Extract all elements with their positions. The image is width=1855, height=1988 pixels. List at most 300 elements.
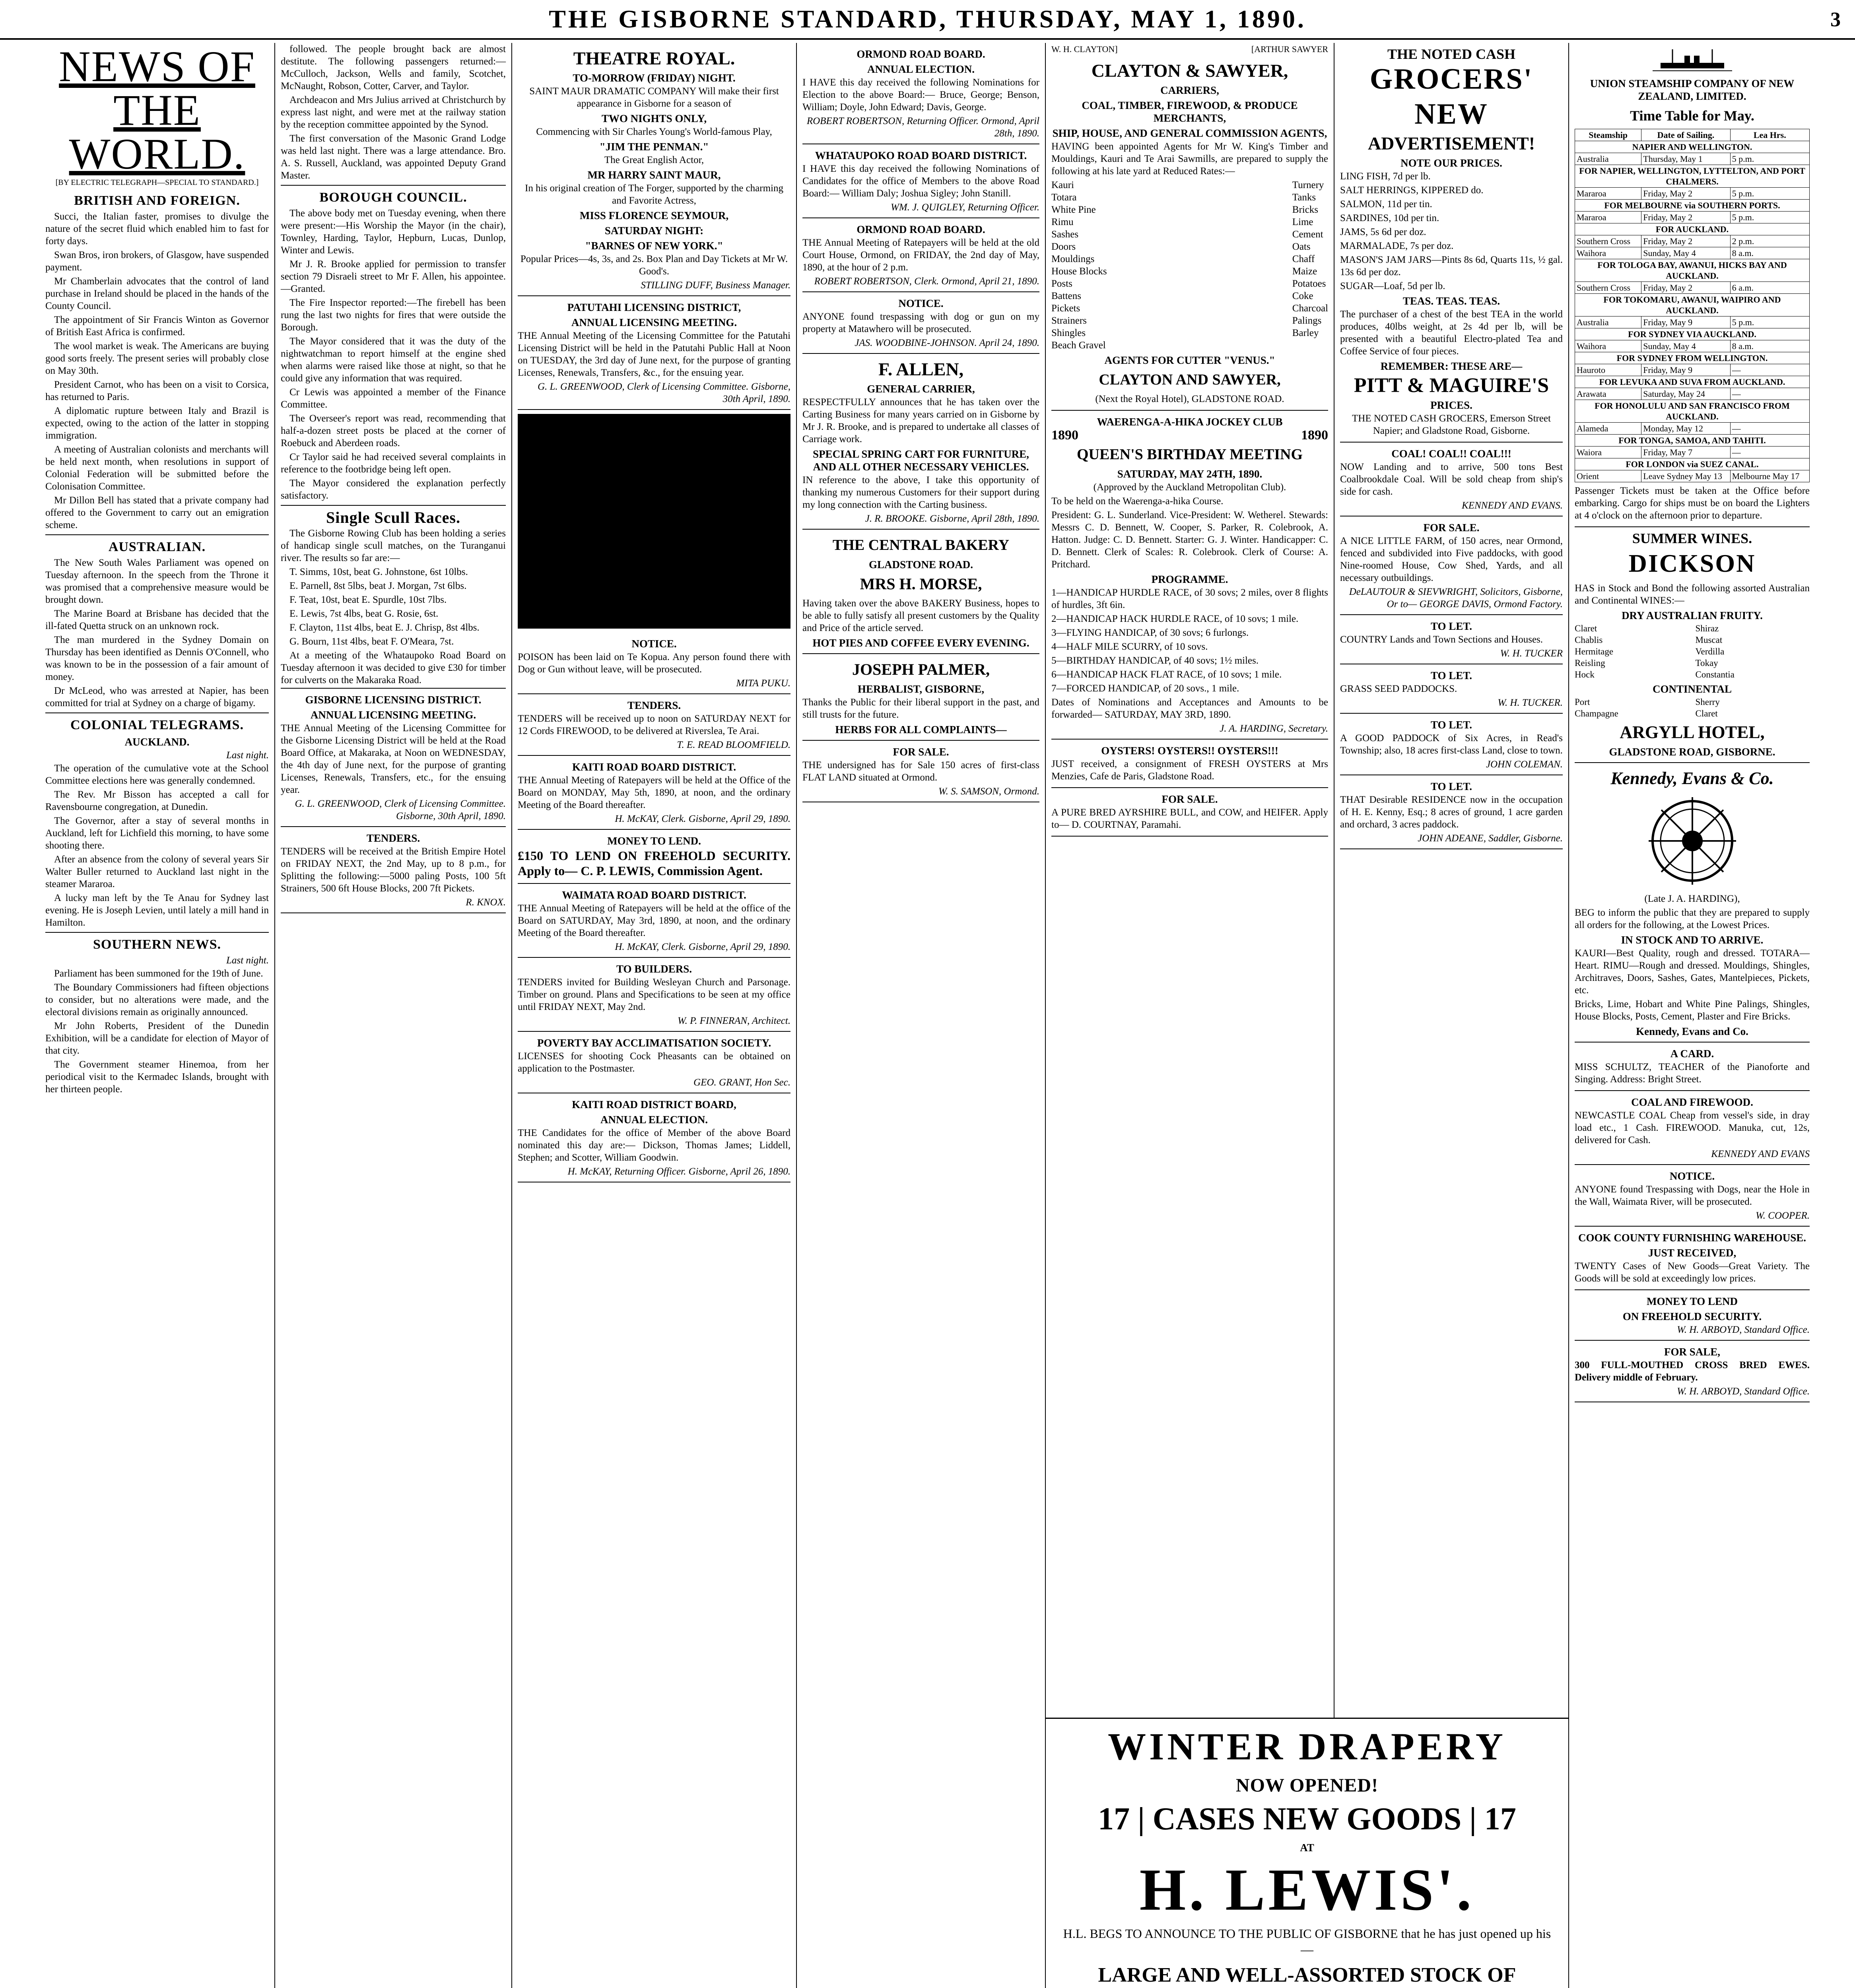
ad-body: A NICE LITTLE FARM, of 150 acres, near Ormond, fenced and subdivided into Five paddocks, with good Nine-roomed House, Cow Shed, Yards, and all necessary outbuildings. <box>1340 536 1563 583</box>
clayton-name: W. H. CLAYTON] <box>1051 44 1118 54</box>
column-4 <box>796 43 1045 1988</box>
ad-line: "JIM THE PENMAN." <box>599 141 709 153</box>
paragraph: The Gisborne Rowing Club has been holding a series of handicap single scull matches, on the Turanganui river. The results so far are:— <box>281 528 506 563</box>
paragraph: G. Bourn, 11st 4lbs, beat F. O'Meara, 7st. <box>289 636 454 647</box>
winter-drapery-ad <box>1045 1718 1568 1988</box>
ad-body: A PURE BRED AYRSHIRE BULL, and COW, and HEIFER. Apply to— D. COURTNAY, Paramahi. <box>1051 807 1328 830</box>
ad-line: (Next the Royal Hotel), GLADSTONE ROAD. <box>1095 394 1284 404</box>
ad-subheading: HERBALIST, GISBORNE, <box>857 683 985 695</box>
licensing-ad <box>281 688 506 827</box>
waimata-ad <box>518 884 791 958</box>
ad-body: THE Annual Meeting of Ratepayers will be held at the Office of the Board on MONDAY, May 5th, 1890, at noon, and the ordinary Meeting of the Board thereafter. <box>518 775 791 810</box>
ad-line: SATURDAY NIGHT: <box>604 225 704 237</box>
to-let-ad <box>1340 775 1563 849</box>
timetable-section-title: FOR TONGA, SAMOA, AND TAHITI. <box>1575 435 1810 447</box>
ad-signature: W. P. FINNERAN, Architect. <box>677 1015 791 1026</box>
list-item: Tokay <box>1695 658 1718 668</box>
ad-signature: WM. J. QUIGLEY, Returning Officer. <box>890 202 1039 213</box>
ad-line: THE NOTED CASH GROCERS, Emerson Street Napier; and Gladstone Road, Gisborne. <box>1352 413 1551 436</box>
ad-heading: FOR SALE. <box>1162 793 1218 805</box>
ad-heading: F. ALLEN, <box>878 359 964 379</box>
ad-body: Bricks, Lime, Hobart and White Pine Palings, Shingles, House Blocks, Posts, Cement, Plaster and Fire Bricks. <box>1575 999 1810 1022</box>
ad-subheading: GLADSTONE ROAD, GISBORNE. <box>1609 746 1775 758</box>
price-item: MASON'S JAM JARS—Pints 8s 6d, Quarts 11s, ½ gal. 13s 6d per doz. <box>1340 254 1563 278</box>
column-5 <box>1045 43 1334 1988</box>
ad-subheading: DRY AUSTRALIAN FRUITY. <box>1622 610 1763 621</box>
ad-body: I HAVE this day received the following Nominations of Candidates for the office of Members to the above Road Board:— William Daly; Joshua Sigley; John Stanill. <box>802 163 1039 199</box>
masthead-title: THE GISBORNE STANDARD, THURSDAY, MAY 1, 1890. <box>549 5 1306 33</box>
ad-heading: FOR SALE. <box>893 746 949 758</box>
table-row <box>1575 212 1810 223</box>
paragraph: The appointment of Sir Francis Winton as Governor of British East Africa is confirmed. <box>45 315 269 338</box>
ad-signature: G. L. GREENWOOD, Clerk of Licensing Committee. Gisborne, 30th April, 1890. <box>295 798 506 821</box>
paragraph: The Mayor considered that it was the duty of the nightwatchman to report himself at the engine shed when alarms were raised like those at night, so that he could give any information that was required. <box>281 336 506 384</box>
ad-subheading: IN STOCK AND TO ARRIVE. <box>1621 934 1764 946</box>
ad-heading: TO BUILDERS. <box>616 963 692 975</box>
ad-subheading: GLADSTONE ROAD. <box>868 559 973 571</box>
notice-ad <box>518 633 791 694</box>
table-cell: Australia <box>1575 153 1641 165</box>
divider <box>281 505 506 506</box>
ad-body: GRASS SEED PADDOCKS. <box>1340 683 1457 694</box>
ad-heading: TENDERS. <box>366 832 420 844</box>
list-item: Strainers <box>1051 315 1087 326</box>
pitt-banner: PITT & MAGUIRE'S <box>1354 374 1549 397</box>
paragraph: Swan Bros, iron brokers, of Glasgow, have suspended payment. <box>45 250 269 273</box>
ad-heading: ORMOND ROAD BOARD. <box>857 48 985 60</box>
paragraph: The Fire Inspector reported:—The firebell has been rung the last two nights for fires that were outside the Borough. <box>281 297 506 333</box>
timetable-section-title: FOR AUCKLAND. <box>1575 223 1810 235</box>
table-cell: — <box>1730 423 1809 435</box>
ad-heading: NOTICE. <box>1669 1170 1715 1182</box>
ad-heading: KAITI ROAD BOARD DISTRICT. <box>572 761 736 773</box>
table-cell: Melbourne May 17 <box>1730 470 1809 482</box>
tenders-ad <box>281 827 506 913</box>
price-item: SALT HERRINGS, KIPPERED do. <box>1340 185 1484 196</box>
ad-subheading: NOTE OUR PRICES. <box>1400 157 1502 169</box>
ad-subheading: PROGRAMME. <box>1151 573 1228 585</box>
ad-heading: WAIMATA ROAD BOARD DISTRICT. <box>562 889 746 901</box>
ad-body: HAS in Stock and Bond the following assorted Australian and Continental WINES:— <box>1575 583 1810 606</box>
table-cell: Hauroto <box>1575 364 1641 376</box>
ad-body: President: G. L. Sunderland. Vice-President: W. Wetherel. Stewards: Messrs C. D. Bennett, W. Cooper, S. Parker, R. Colebrook, A. Hatton. Judge: C. D. Bennett. Starter: G. J. Winter. Handicapper: C. D. Bennett. Clerk of Scales: R. Colebrook. Clerk of Course: A. Pritchard. <box>1051 510 1328 570</box>
ad-body: THE undersigned has for Sale 150 acres of first-class FLAT LAND situated at Ormond. <box>802 760 1039 783</box>
coal-ad <box>1340 443 1563 516</box>
timetable-section-row <box>1575 259 1810 282</box>
paragraph: Cr Taylor said he had received several complaints in reference to the footbridge being left open. <box>281 452 506 475</box>
list-item: Port <box>1575 697 1590 707</box>
paragraph: The above body met on Tuesday evening, when there were present:—His Worship the Mayor (in the chair), Townley, Harding, Taylor, Hepburn, Lucas, Dunlop, Winter and Lewis. <box>281 208 506 256</box>
paragraph: F. Clayton, 11st 4lbs, beat E. J. Chrisp, 8st 4lbs. <box>289 622 480 633</box>
page-number: 3 <box>1830 8 1843 31</box>
ad-body: THE Annual Meeting of Ratepayers will be held at the office of the Board on SATURDAY, May 3rd, 1890, at noon, and the ordinary Meeting of the Board thereafter. <box>518 903 791 938</box>
ad-heading: A CARD. <box>1670 1048 1714 1060</box>
ad-heading: CLAYTON & SAWYER, <box>1091 60 1288 81</box>
timetable-section-row <box>1575 352 1810 364</box>
ad-subheading: ANNUAL ELECTION. <box>600 1114 708 1126</box>
ad-heading: KAITI ROAD DISTRICT BOARD, <box>572 1099 736 1110</box>
ad-body: THE Annual Meeting of the Licensing Committee for the Gisborne Licensing District will be held at the Road Board Office, at Makaraka, at Noon on WEDNESDAY, the 4th day of June next, for the purpose of granting Licenses, Renewals, Transfers, etc., for the ensuing year. <box>281 723 506 795</box>
table-cell: Friday, May 9 <box>1641 364 1730 376</box>
paragraph: The Mayor considered the explanation perfectly satisfactory. <box>281 478 506 501</box>
ad-heading: FOR SALE, <box>1664 1346 1721 1358</box>
borough-heading: BOROUGH COUNCIL. <box>319 190 467 205</box>
paragraph: T. Simms, 10st, beat G. Johnstone, 6st 10lbs. <box>289 567 468 577</box>
table-cell: 8 a.m. <box>1730 340 1809 352</box>
ad-heading: OYSTERS! OYSTERS!! OYSTERS!!! <box>1101 745 1278 757</box>
list-item: Potatoes <box>1292 278 1326 289</box>
programme-item: 2—HANDICAP HACK HURDLE RACE, of 10 sovs; 1 mile. <box>1051 613 1299 624</box>
section-foreign: BRITISH AND FOREIGN. <box>74 193 240 208</box>
ad-body: I HAVE this day received the following Nominations for Election to the above Board:— Bruce, George; Benson, William; Doyle, John Edward; Davis, George. <box>802 77 1039 113</box>
byline: [BY ELECTRIC TELEGRAPH—SPECIAL TO STANDARD.] <box>55 178 259 187</box>
table-cell: 5 p.m. <box>1730 316 1809 328</box>
table-cell: 8 a.m. <box>1730 247 1809 259</box>
table-cell: Waiora <box>1575 447 1641 458</box>
list-item: Claret <box>1695 709 1718 718</box>
ad-line: "BARNES OF NEW YORK." <box>585 240 723 252</box>
timetable-section-row <box>1575 328 1810 340</box>
table-row <box>1575 388 1810 400</box>
bakery-ad <box>802 530 1039 654</box>
builders-ad <box>518 958 791 1032</box>
ad-body: NEWCASTLE COAL Cheap from vessel's side, in dray load etc., 1 Cash. FIREWOOD. Manuka, cut, 12s, delivered for Cash. <box>1575 1110 1810 1145</box>
divider <box>281 185 506 186</box>
paragraph: Mr John Roberts, President of the Dunedin Exhibition, will be a candidate for election of Mayor of that city. <box>45 1021 269 1056</box>
list-item: Lime <box>1292 217 1313 227</box>
ad-signature: T. E. READ BLOOMFIELD. <box>677 740 791 750</box>
paragraph: E. Lewis, 7st 4lbs, beat G. Rosie, 6st. <box>289 608 439 619</box>
cases-banner: 17 | CASES NEW GOODS | 17 <box>1098 1802 1516 1837</box>
list-item: Cement <box>1292 229 1323 240</box>
table-cell: Sunday, May 4 <box>1641 340 1730 352</box>
at-label: AT <box>1300 1842 1314 1854</box>
table-cell: Waihora <box>1575 247 1641 259</box>
ad-heading: JOSEPH PALMER, <box>852 660 990 678</box>
ad-signature: W. H. ARBOYD, Standard Office. <box>1677 1386 1810 1397</box>
ad-heading: NOTICE. <box>631 638 677 650</box>
card-ad <box>1575 1043 1810 1091</box>
price-item: SALMON, 11d per tin. <box>1340 199 1432 210</box>
price-item: JAMS, 5s 6d per doz. <box>1340 227 1426 237</box>
table-cell: Sunday, May 4 <box>1641 247 1730 259</box>
ad-body: HAVING been appointed Agents for Mr W. King's Timber and Mouldings, Kauri and Te Arai Sawmills, are prepared to supply the following at his late yard at Reduced Rates:— <box>1051 141 1328 177</box>
ad-subheading: CONTINENTAL <box>1652 683 1732 695</box>
patutahi-ad <box>518 296 791 410</box>
dateline: Last night. <box>226 955 269 966</box>
ad-heading: UNION STEAMSHIP COMPANY OF NEW ZEALAND, LIMITED. <box>1590 78 1795 102</box>
ad-heading: TO LET. <box>1430 670 1472 681</box>
grocers-banner: NEW <box>1414 98 1488 130</box>
ad-signature: W. H. ARBOYD, Standard Office. <box>1677 1324 1810 1335</box>
timetable-body <box>1575 141 1810 482</box>
timetable <box>1575 129 1810 482</box>
paragraph: The operation of the cumulative vote at the School Committee elections here was generally condemned. <box>45 763 269 786</box>
acclimatisation-ad <box>518 1032 791 1093</box>
list-item: Kauri <box>1051 180 1074 190</box>
ad-line: H.L. BEGS TO ANNOUNCE TO THE PUBLIC OF GISBORNE that he has just opened up his— <box>1063 1926 1551 1957</box>
paragraph: Mr Dillon Bell has stated that a private company had offered to the Government to carry out an emigration scheme. <box>45 495 269 530</box>
list-item: Pickets <box>1051 303 1080 314</box>
ad-signature: R. KNOX. <box>466 897 506 908</box>
list-item: Reisling <box>1575 658 1605 668</box>
list-item: Hermitage <box>1575 646 1614 656</box>
ad-body: Having taken over the above BAKERY Business, hopes to be able to fully satisfy all present customers by the Quality and Price of the article served. <box>802 598 1039 633</box>
table-cell: Southern Cross <box>1575 282 1641 294</box>
paragraph: Parliament has been summoned for the 19th of June. <box>54 968 263 979</box>
list-item: Mouldings <box>1051 254 1095 264</box>
ad-body: The purchaser of a chest of the best TEA in the world produces, 40lbs weight, at 2s 4d per lb, will be presented with a beautiful Electro-plated Tea and Coffee Service of four pieces. <box>1340 309 1563 357</box>
ad-line: TWO NIGHTS ONLY, <box>601 113 707 124</box>
ad-signature: GEO. GRANT, Hon Sec. <box>693 1077 791 1088</box>
ad-body: LICENSES for shooting Cock Pheasants can be obtained on application to the Postmaster. <box>518 1051 791 1074</box>
ad-heading: PATUTAHI LICENSING DISTRICT, <box>567 301 741 313</box>
table-cell: Southern Cross <box>1575 235 1641 247</box>
list-item: Chaff <box>1292 254 1315 264</box>
paragraph: The Government steamer Hinemoa, from her periodical visit to the Kermadec Islands, brought with her thirteen people. <box>45 1059 269 1095</box>
list-item: Turnery <box>1292 180 1324 190</box>
ad-heading: ARGYLL HOTEL, <box>1620 722 1765 742</box>
table-cell: 6 a.m. <box>1730 282 1809 294</box>
programme-item: 7—FORCED HANDICAP, of 20 sovs., 1 mile. <box>1051 683 1239 694</box>
ad-subheading: TO-MORROW (FRIDAY) NIGHT. <box>573 72 736 84</box>
drapery-subheading: NOW OPENED! <box>1235 1775 1379 1796</box>
table-row <box>1575 470 1810 482</box>
table-cell: Friday, May 2 <box>1641 282 1730 294</box>
ad-signature: JOHN ADEANE, Saddler, Gisborne. <box>1418 833 1563 844</box>
ad-body: RESPECTFULLY announces that he has taken over the Carting Business for many years carried on in Gisborne by Mr J. R. Brooke, and is prepared to undertake all classes of Carriage work. <box>802 397 1039 445</box>
ad-signature: J. R. BROOKE. Gisborne, April 28th, 1890. <box>865 513 1039 524</box>
ink-blot <box>518 414 791 629</box>
to-let-ad <box>1340 664 1563 714</box>
farm-sale-ad <box>1340 516 1563 615</box>
kaiti-ad <box>518 756 791 830</box>
paragraph: After an absence from the colony of several years Sir Walter Buller returned to Auckland last night in the steamer Mararoa. <box>45 854 269 889</box>
ad-line: HERBS FOR ALL COMPLAINTS— <box>835 724 1007 736</box>
ad-signature: W. COOPER. <box>1756 1210 1810 1221</box>
wine-list <box>1575 696 1810 719</box>
list-item: Muscat <box>1695 635 1723 645</box>
ad-subheading: ANNUAL LICENSING MEETING. <box>571 316 737 328</box>
timetable-section-title: FOR SYDNEY VIA AUCKLAND. <box>1575 328 1810 340</box>
theatre-ad <box>518 43 791 296</box>
lewis-banner: H. LEWIS'. <box>1139 1857 1475 1923</box>
ad-body: ANYONE found Trespassing with Dogs, near the Hole in the Wall, Waimata River, will be prosecuted. <box>1575 1184 1810 1207</box>
column-3 <box>511 43 796 1988</box>
tenders-ad <box>518 694 791 756</box>
timetable-section-row <box>1575 400 1810 423</box>
timetable-section-title: FOR TOLOGA BAY, AWANUI, HICKS BAY AND AUCKLAND. <box>1575 259 1810 282</box>
dateline: Last night. <box>226 750 269 761</box>
ad-subheading: ANNUAL ELECTION. <box>867 63 975 75</box>
masthead <box>0 0 1855 40</box>
price-item: SUGAR—Loaf, 5d per lb. <box>1340 281 1445 291</box>
table-header-row <box>1575 129 1810 141</box>
ad-body: Thanks the Public for their liberal support in the past, and still trusts for the future. <box>802 697 1039 720</box>
whataupoko-ad <box>802 144 1039 218</box>
sale-ad <box>802 741 1039 802</box>
ormond-meeting-ad <box>802 218 1039 292</box>
column-1 <box>40 43 274 1988</box>
timetable-section-row <box>1575 458 1810 470</box>
timetable-section-row <box>1575 165 1810 188</box>
table-cell: Saturday, May 24 <box>1641 388 1730 400</box>
ad-signature: H. McKAY, Clerk. Gisborne, April 29, 1890. <box>615 942 791 952</box>
wines-ad <box>1575 527 1810 763</box>
table-cell: 2 p.m. <box>1730 235 1809 247</box>
list-item: Shingles <box>1051 328 1086 338</box>
ad-heading: MONEY TO LEND <box>1646 1295 1738 1307</box>
table-cell: 5 p.m. <box>1730 153 1809 165</box>
programme-item: 4—HALF MILE SCURRY, of 10 sovs. <box>1051 641 1208 652</box>
ad-line: SHIP, HOUSE, AND GENERAL COMMISSION AGENTS, <box>1052 127 1327 139</box>
to-let-ad <box>1340 714 1563 775</box>
table-cell: Australia <box>1575 316 1641 328</box>
ad-body: 300 FULL-MOUTHED CROSS BRED EWES. Delivery middle of February. <box>1575 1360 1810 1383</box>
drapery-heading: WINTER DRAPERY <box>1107 1725 1506 1768</box>
table-row <box>1575 364 1810 376</box>
ad-body: Passenger Tickets must be taken at the Office before embarking. Cargo for ships must be on board the Lighters at 4 o'clock on the afternoon prior to departure. <box>1575 485 1810 521</box>
grocers-banner: GROCERS' <box>1369 63 1533 95</box>
table-cell: Friday, May 2 <box>1641 188 1730 200</box>
ad-line: (Approved by the Auckland Metropolitan Club). <box>1093 482 1286 493</box>
clayton-header <box>1051 43 1328 55</box>
ad-heading: TO LET. <box>1430 780 1472 792</box>
ad-subheading: SATURDAY, MAY 24TH, 1890. <box>1117 468 1263 480</box>
ad-signature: W. H. TUCKER. <box>1498 697 1563 708</box>
timetable-section-title: FOR LEVUKA AND SUVA FROM AUCKLAND. <box>1575 376 1810 388</box>
ad-signature: W. H. TUCKER <box>1500 648 1563 659</box>
ad-subheading: JUST RECEIVED, <box>1648 1247 1737 1259</box>
ewes-sale-ad <box>1575 1341 1810 1402</box>
ad-line: MISS FLORENCE SEYMOUR, <box>579 210 729 221</box>
ad-body: Dates of Nominations and Acceptances and Amounts to be forwarded— SATURDAY, MAY 3RD, 1890. <box>1051 697 1328 720</box>
oysters-ad <box>1051 740 1328 788</box>
clayton-items <box>1051 179 1328 351</box>
ad-body: POISON has been laid on Te Kopua. Any person found there with Dog or Gun without leave, will be prosecuted. <box>518 652 791 675</box>
ad-signature: W. S. SAMSON, Ormond. <box>938 786 1039 797</box>
scull-heading: Single Scull Races. <box>326 509 460 526</box>
list-item: Rimu <box>1051 217 1074 227</box>
to-let-ad <box>1340 615 1563 664</box>
ad-heading: WAERENGA-A-HIKA JOCKEY CLUB <box>1097 416 1283 428</box>
programme-item: 5—BIRTHDAY HANDICAP, of 40 sovs; 1½ miles. <box>1051 655 1259 666</box>
sawyer-name: [ARTHUR SAWYER <box>1251 44 1328 54</box>
allen-ad <box>802 354 1039 530</box>
ad-subheading: CARRIERS, <box>1160 84 1219 96</box>
ad-body: KAURI—Best Quality, rough and dressed. TOTARA—Heart. RIMU—Rough and dressed. Mouldings, Shingles, Architraves, Doors, Sashes, Gates, Mantelpieces, Pickets, etc. <box>1575 948 1810 996</box>
list-item: Constantia <box>1695 670 1735 679</box>
list-item: Posts <box>1051 278 1072 289</box>
ad-heading: COAL! COAL!! COAL!!! <box>1391 448 1511 460</box>
ad-line: Popular Prices—4s, 3s, and 2s. Box Plan and Day Tickets at Mr W. Good's. <box>520 254 788 277</box>
paragraph: The Rev. Mr Bisson has accepted a call for Ravensbourne congregation, at Dunedin. <box>45 789 269 812</box>
timetable-section-row <box>1575 223 1810 235</box>
timetable-section-row <box>1575 435 1810 447</box>
ad-line: MR HARRY SAINT MAUR, <box>587 169 721 181</box>
ad-body: THE Candidates for the office of Member of the above Board nominated this day are:— Dickson, Thomas James; Liddell, Stephen; and Scotter, William Goodwin. <box>518 1128 791 1163</box>
ad-line: In his original creation of The Forger, supported by the charming and Favorite Actress, <box>525 183 783 206</box>
year: 1890 <box>1301 428 1328 443</box>
table-row <box>1575 340 1810 352</box>
ad-heading: THE CENTRAL BAKERY <box>832 537 1010 553</box>
list-item: White Pine <box>1051 204 1096 215</box>
furnishing-ad <box>1575 1227 1810 1290</box>
table-row <box>1575 316 1810 328</box>
table-cell: Mararoa <box>1575 212 1641 223</box>
wine-list <box>1575 623 1810 680</box>
ad-signature: KENNEDY AND EVANS. <box>1462 500 1563 511</box>
ad-line: COAL, TIMBER, FIREWOOD, & PRODUCE MERCHANTS, <box>1082 99 1298 124</box>
grocers-ad <box>1340 43 1563 443</box>
paragraph: The man murdered in the Sydney Domain on Thursday has been identified as Dennis O'Connell, who was known to be in the possession of a fair amount of money. <box>45 635 269 682</box>
column-7 <box>1568 43 1815 1988</box>
table-cell: Arawata <box>1575 388 1641 400</box>
ad-line: (Late J. A. HARDING), <box>1644 893 1740 904</box>
ad-heading: TO LET. <box>1430 719 1472 731</box>
timetable-section-title: FOR LONDON via SUEZ CANAL. <box>1575 458 1810 470</box>
list-item: Oats <box>1292 241 1311 252</box>
paragraph: Mr J. R. Brooke applied for permission to transfer section 79 Disraeli street to Mr F. Allen, his appointee.—Granted. <box>281 259 506 294</box>
paragraph: At a meeting of the Whataupoko Road Board on Tuesday afternoon it was decided to give £30 for timber for culverts on the Makaraka Road. <box>281 650 506 685</box>
list-item: Hock <box>1575 670 1595 679</box>
list-item: Charcoal <box>1292 303 1328 314</box>
ad-subheading: PRICES. <box>1430 399 1472 411</box>
list-item: Tanks <box>1292 192 1316 203</box>
table-cell: — <box>1730 447 1809 458</box>
list-item: Claret <box>1575 623 1597 633</box>
ad-heading: QUEEN'S BIRTHDAY MEETING <box>1076 446 1303 463</box>
ad-body: TENDERS will be received at the British Empire Hotel on FRIDAY NEXT, the 2nd May, up to 8 p.m., for Splitting the following:—5000 paling Posts, 100 5ft Strainers, 500 6ft House Blocks, 200 7ft Pickets. <box>281 846 506 894</box>
table-cell: Thursday, May 1 <box>1641 153 1730 165</box>
ad-signature: J. A. HARDING, Secretary. <box>1220 723 1328 734</box>
list-item: House Blocks <box>1051 266 1107 277</box>
price-item: LING FISH, 7d per lb. <box>1340 171 1431 182</box>
timetable-section-title: FOR SYDNEY FROM WELLINGTON. <box>1575 352 1810 364</box>
ad-body: MISS SCHULTZ, TEACHER of the Pianoforte and Singing. Address: Bright Street. <box>1575 1062 1810 1085</box>
ad-heading: FOR SALE. <box>1423 522 1480 534</box>
timetable-section-title: FOR HONOLULU AND SAN FRANCISCO FROM AUCKLAND. <box>1575 400 1810 423</box>
programme-item: 3—FLYING HANDICAP, of 30 sovs; 6 furlongs. <box>1051 627 1249 638</box>
ad-heading: POVERTY BAY ACCLIMATISATION SOCIETY. <box>537 1037 771 1049</box>
paragraph: A diplomatic rupture between Italy and Brazil is expected, owing to the action of the latter in stopping immigration. <box>45 406 269 441</box>
ad-heading: CLAYTON AND SAWYER, <box>1099 371 1281 388</box>
paragraph: followed. The people brought back are almost destitute. The following passengers returned:—McCulloch, Jackson, Wells and family, Scotchet, McNaught, Robson, Cotter, Carver, and Taylor. <box>281 44 506 91</box>
table-cell: Orient <box>1575 470 1641 482</box>
ad-line: LARGE AND WELL-ASSORTED STOCK OF <box>1098 1964 1516 1986</box>
column-header: Date of Sailing. <box>1641 129 1730 141</box>
table-row <box>1575 247 1810 259</box>
ad-heading: NOTICE. <box>898 297 944 309</box>
paragraph: The Boundary Commissioners had fifteen objections to consider, but no alterations were made, and the electoral divisions remain as originally announced. <box>45 982 269 1017</box>
column-header: Steamship <box>1575 129 1641 141</box>
list-item: Maize <box>1292 266 1317 277</box>
paragraph: Dr McLeod, who was arrested at Napier, has been committed for trial at Sydney on a charge of bigamy. <box>45 685 269 709</box>
money-ad <box>518 830 791 884</box>
ad-line: SAINT MAUR DRAMATIC COMPANY Will make their first appearance in Gisborne for a season of <box>529 86 779 109</box>
table-row <box>1575 235 1810 247</box>
ad-signature: H. McKAY, Clerk. Gisborne, April 29, 1890. <box>615 813 791 824</box>
ad-heading: THEATRE ROYAL. <box>573 48 735 68</box>
ad-body: THAT Desirable RESIDENCE now in the occupation of H. E. Kenny, Esq.; 8 acres of ground, 1 acre garden and orchard, 3 acres paddock. <box>1340 794 1563 830</box>
paragraph: The Governor, after a stay of several months in Auckland, left for Lichfield this morning, to have some shooting there. <box>45 815 269 851</box>
table-cell: 5 p.m. <box>1730 188 1809 200</box>
paragraph: Succi, the Italian faster, promises to divulge the nature of the secret fluid which enabled him to fast for forty days. <box>45 211 269 247</box>
list-item: Totara <box>1051 192 1077 203</box>
paragraph: The Marine Board at Brisbane has decided that the ill-fated Quetta struck on an unknown rock. <box>45 608 269 631</box>
ad-subheading: GENERAL CARRIER, <box>867 383 975 395</box>
ad-body: TWENTY Cases of New Goods—Great Variety. The Goods will be sold at exceedingly low prices. <box>1575 1261 1810 1284</box>
